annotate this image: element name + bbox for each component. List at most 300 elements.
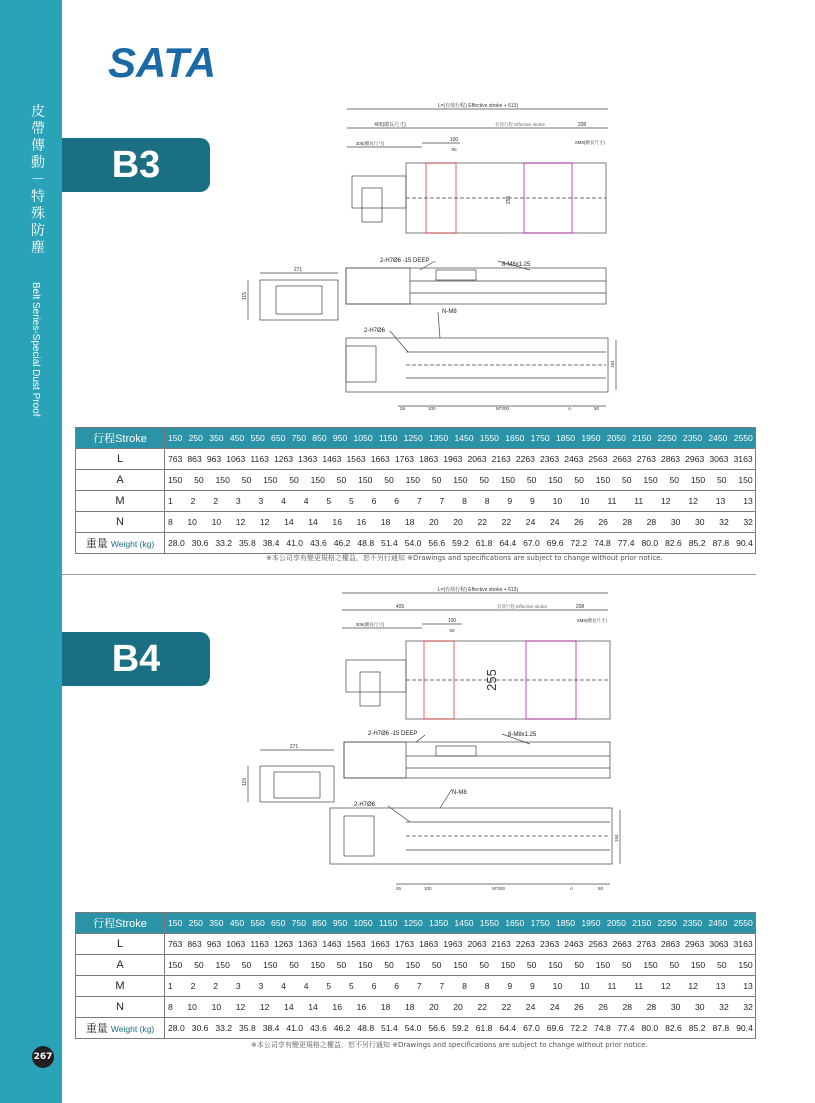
dim-top: L=(有效行程) Effective stroke + 613) — [437, 103, 519, 109]
table-cell: 350 — [209, 918, 224, 928]
table-cell: 1563 — [346, 939, 366, 949]
table-cell: 33.2 — [215, 1023, 233, 1033]
table-cell: 38.4 — [262, 1023, 280, 1033]
table-cell: 50 — [669, 960, 680, 970]
table-cell: 550 — [250, 433, 265, 443]
table-row-weight — [76, 533, 756, 554]
table-row-weight — [76, 1018, 756, 1039]
dim-top: L=(有效行程) Effective stroke + 613) — [437, 587, 519, 593]
table-cell: 16 — [332, 517, 342, 527]
table-cell: 38.4 — [262, 538, 280, 548]
table-cell: 150 — [690, 960, 706, 970]
row-label-l: L — [76, 449, 165, 470]
table-cell: 10 — [187, 517, 197, 527]
table-cell: 30.6 — [191, 538, 209, 548]
weight-label-en: Weight (kg) — [110, 539, 155, 549]
table-cell: 85.2 — [688, 1023, 706, 1033]
dim-115: 115 — [242, 778, 248, 786]
l-values — [165, 939, 755, 949]
table-cell: 2063 — [467, 939, 487, 949]
table-cell: 22 — [501, 1002, 512, 1012]
weight-label-en: Weight (kg) — [110, 1024, 155, 1034]
n-values — [165, 1002, 755, 1012]
table-cell: 150 — [500, 475, 516, 485]
dim-405: 405 — [395, 604, 405, 610]
table-cell: 1663 — [370, 454, 390, 464]
label-h7: 2-H7Ø6 — [364, 328, 386, 334]
dim-184: 184 — [614, 834, 619, 842]
table-cell: 28 — [622, 1002, 633, 1012]
section-divider — [62, 574, 756, 575]
label-m8: 8-M8x1.25 — [502, 262, 531, 268]
table-cell: 1550 — [479, 918, 499, 928]
table-cell: 550 — [250, 918, 265, 928]
table-cell: 763 — [168, 454, 183, 464]
table-cell: 2363 — [540, 454, 560, 464]
table-cell: 67.0 — [523, 538, 540, 548]
table-cell: 50 — [479, 960, 489, 970]
table-cell: 7 — [416, 496, 422, 506]
table-cell: 150 — [595, 475, 611, 485]
table-cell: 9 — [530, 496, 535, 506]
table-cell: 150 — [168, 918, 183, 928]
dim-208: 208 — [575, 604, 585, 610]
dim-26: 26 — [396, 886, 402, 891]
table-row-n — [76, 512, 756, 533]
dim-bottom-100: 100 — [428, 406, 436, 411]
table-cell: 1850 — [555, 918, 576, 928]
table-cell: 14 — [308, 1002, 318, 1012]
table-cell: 2 — [213, 496, 219, 506]
table-row-m — [76, 976, 756, 997]
disclaimer-note-b3: ※本公司享有變更規格之權益，恕不另行通知 ※Drawings and specifications are subject to change without prior notice. — [266, 554, 663, 562]
table-cell: 59.2 — [452, 1023, 469, 1033]
table-cell: 82.6 — [665, 538, 682, 548]
table-row-stroke — [76, 428, 756, 449]
table-cell: 32 — [719, 1002, 729, 1012]
table-cell: 72.2 — [570, 1023, 588, 1033]
table-cell: 80.0 — [641, 538, 659, 548]
table-cell: 61.8 — [475, 1023, 493, 1033]
table-cell: 90.4 — [736, 1023, 753, 1033]
table-cell: 1063 — [226, 939, 246, 949]
row-label-n: N — [76, 512, 165, 533]
table-cell: 54.0 — [404, 1023, 422, 1033]
table-cell: 850 — [312, 918, 327, 928]
table-cell: 1950 — [581, 918, 601, 928]
table-cell: 150 — [168, 960, 183, 970]
table-cell: 10 — [187, 1002, 197, 1012]
table-cell: 10 — [580, 496, 590, 506]
table-cell: 1763 — [394, 454, 415, 464]
row-label-m: M — [76, 976, 165, 997]
table-cell: 11 — [607, 981, 617, 991]
table-cell: 9 — [507, 981, 513, 991]
table-cell: 6 — [371, 981, 377, 991]
table-cell: 50 — [289, 475, 299, 485]
table-row-n — [76, 997, 756, 1018]
table-row-l — [76, 449, 756, 470]
table-cell: 14 — [284, 517, 294, 527]
table-cell: 50 — [384, 960, 394, 970]
table-cell: 150 — [690, 475, 706, 485]
table-cell: 28.0 — [168, 1023, 185, 1033]
side-title-en: Belt Series-Special Dust Proof — [30, 282, 41, 417]
table-cell: 10 — [211, 1002, 222, 1012]
table-cell: 2663 — [612, 454, 632, 464]
table-cell: 4 — [281, 981, 286, 991]
weight-label-cn: 重量 — [85, 1023, 108, 1035]
row-label-n: N — [76, 997, 165, 1018]
dim-60: 60 — [449, 628, 455, 633]
table-cell: 1063 — [226, 454, 246, 464]
table-cell: 150 — [405, 960, 420, 970]
table-cell: 8 — [168, 1002, 173, 1012]
table-cell: 12 — [688, 981, 698, 991]
table-cell: 32 — [719, 517, 729, 527]
table-cell: 150 — [215, 475, 230, 485]
table-cell: 28.0 — [168, 538, 185, 548]
table-cell: 2163 — [491, 454, 511, 464]
dim-271: 271 — [289, 744, 299, 750]
table-cell: 50 — [336, 960, 347, 970]
table-cell: 46.2 — [333, 538, 351, 548]
table-cell: 50 — [431, 475, 442, 485]
table-cell: 28 — [646, 517, 657, 527]
table-cell: 18 — [380, 1002, 391, 1012]
dim-184: 184 — [610, 360, 615, 368]
table-cell: 1563 — [346, 454, 366, 464]
row-label-l: L — [76, 934, 165, 955]
stroke-values — [165, 918, 755, 928]
table-cell: 1163 — [250, 939, 269, 949]
n-values — [165, 517, 755, 527]
table-cell: 2350 — [682, 433, 703, 443]
table-cell: 30 — [670, 517, 681, 527]
table-cell: 1 — [168, 981, 173, 991]
table-cell: 69.6 — [546, 1023, 564, 1033]
table-cell: 2350 — [682, 918, 703, 928]
table-cell: 18 — [380, 517, 391, 527]
table-cell: 13 — [715, 981, 726, 991]
table-cell: 650 — [271, 433, 286, 443]
dim-305: 305(總長尺寸) — [355, 622, 385, 627]
table-cell: 2563 — [588, 939, 608, 949]
table-cell: 56.6 — [428, 1023, 446, 1033]
side-title-cn: 皮帶傳動－特殊防塵 — [31, 104, 45, 256]
technical-drawing-b4 — [240, 584, 630, 904]
table-cell: 12 — [259, 517, 270, 527]
label-n-m8: N-M8 — [452, 790, 467, 796]
table-cell: 1763 — [394, 939, 415, 949]
table-cell: 20 — [429, 517, 439, 527]
table-cell: 3163 — [733, 454, 753, 464]
table-cell: 30.6 — [191, 1023, 209, 1033]
table-cell: 150 — [310, 960, 325, 970]
table-cell: 1650 — [505, 433, 525, 443]
table-cell: 6 — [394, 981, 400, 991]
table-cell: 20 — [429, 1002, 439, 1012]
logo-text: SATA — [108, 40, 217, 80]
table-cell: 5 — [349, 496, 354, 506]
row-label-m: M — [76, 491, 165, 512]
table-cell: 1163 — [250, 454, 269, 464]
table-cell: 1350 — [429, 433, 449, 443]
table-cell: 69.6 — [546, 538, 564, 548]
table-cell: 150 — [738, 475, 753, 485]
table-cell: 2450 — [708, 433, 728, 443]
table-cell: 1963 — [443, 454, 463, 464]
table-cell: 16 — [332, 1002, 342, 1012]
row-label-weight — [76, 1018, 165, 1039]
technical-drawing-b3 — [240, 100, 630, 420]
table-cell: 50 — [526, 475, 537, 485]
dim-50: 50 — [594, 406, 600, 411]
table-cell: 26 — [598, 517, 608, 527]
table-cell: 1850 — [555, 433, 576, 443]
table-cell: 26 — [598, 1002, 608, 1012]
table-cell: 51.4 — [381, 538, 398, 548]
table-cell: 1250 — [403, 433, 423, 443]
table-cell: 750 — [291, 918, 306, 928]
table-cell: 150 — [643, 960, 658, 970]
table-cell: 50 — [717, 475, 727, 485]
table-cell: 963 — [206, 454, 222, 464]
table-cell: 14 — [284, 1002, 294, 1012]
table-cell: 54.0 — [404, 538, 422, 548]
table-cell: 24 — [549, 1002, 560, 1012]
model-tab-b3: B3 — [62, 138, 210, 192]
table-cell: 2163 — [491, 939, 511, 949]
table-cell: 1263 — [273, 454, 294, 464]
table-cell: 20 — [453, 1002, 463, 1012]
table-cell: 14 — [308, 517, 318, 527]
table-cell: 6 — [394, 496, 400, 506]
table-cell: 74.8 — [594, 1023, 611, 1033]
table-cell: 650 — [271, 918, 286, 928]
row-label-stroke: 行程Stroke — [76, 428, 165, 449]
dim-255: 255 — [506, 195, 512, 205]
table-row-a — [76, 955, 756, 976]
table-cell: 28 — [646, 1002, 657, 1012]
table-cell: 12 — [660, 496, 671, 506]
row-label-a: A — [76, 955, 165, 976]
table-cell: 863 — [187, 939, 202, 949]
label-h7: 2-H7Ø6 — [354, 802, 376, 808]
table-cell: 8 — [168, 517, 173, 527]
table-cell: 1550 — [479, 433, 499, 443]
table-cell: 1450 — [454, 918, 474, 928]
dim-8m8: 8M8(總長尺寸) — [575, 140, 605, 145]
dim-50: 50 — [598, 886, 604, 891]
table-cell: 450 — [229, 433, 245, 443]
table-cell: 950 — [332, 918, 348, 928]
table-cell: 150 — [738, 960, 753, 970]
table-cell: 74.8 — [594, 538, 611, 548]
table-cell: 2563 — [588, 454, 608, 464]
table-cell: 13 — [743, 981, 753, 991]
table-cell: 50 — [669, 475, 680, 485]
table-cell: 5 — [326, 981, 332, 991]
label-h7-deep: 2-H7Ø6 -15 DEEP — [380, 258, 430, 264]
table-cell: 3063 — [709, 939, 729, 949]
table-cell: 50 — [431, 960, 442, 970]
table-cell: 150 — [500, 960, 516, 970]
model-tab-b4: B4 — [62, 632, 210, 686]
table-cell: 150 — [310, 475, 325, 485]
table-cell: 2050 — [606, 918, 626, 928]
table-cell: 150 — [595, 960, 611, 970]
table-cell: 16 — [356, 517, 367, 527]
dim-100: 100 — [447, 618, 457, 624]
table-cell: 50 — [717, 960, 727, 970]
table-cell: 41.0 — [286, 538, 304, 548]
table-cell: 32 — [743, 1002, 753, 1012]
table-cell: 7 — [439, 981, 445, 991]
table-cell: 12 — [259, 1002, 270, 1012]
table-cell: 43.6 — [310, 1023, 327, 1033]
table-cell: 18 — [404, 517, 415, 527]
table-cell: 50 — [289, 960, 299, 970]
table-cell: 2550 — [733, 433, 753, 443]
table-cell: 51.4 — [381, 1023, 398, 1033]
table-cell: 1263 — [273, 939, 294, 949]
table-cell: 9 — [530, 981, 535, 991]
table-cell: 12 — [235, 517, 246, 527]
table-cell: 150 — [453, 475, 468, 485]
table-cell: 8 — [462, 496, 467, 506]
label-m8: 8-M8x1.25 — [508, 732, 537, 738]
table-cell: 1150 — [378, 918, 398, 928]
dim-bottom-100: 100 — [424, 886, 432, 891]
spec-table-b3 — [75, 427, 756, 554]
table-cell: 2263 — [515, 454, 535, 464]
table-cell: 1350 — [429, 918, 449, 928]
table-cell: 64.4 — [499, 538, 517, 548]
table-row-stroke — [76, 913, 756, 934]
table-cell: 2863 — [660, 454, 681, 464]
table-cell: 8 — [484, 496, 490, 506]
label-n-m8: N-M8 — [442, 309, 457, 315]
table-cell: 3 — [235, 496, 241, 506]
table-cell: 2363 — [540, 939, 560, 949]
table-cell: 950 — [332, 433, 348, 443]
table-cell: 2663 — [612, 939, 632, 949]
table-cell: 13 — [715, 496, 726, 506]
table-cell: 72.2 — [570, 538, 588, 548]
table-cell: 150 — [168, 475, 183, 485]
table-cell: 16 — [356, 1002, 367, 1012]
dim-a: A — [568, 406, 572, 411]
table-cell: 450 — [229, 918, 245, 928]
table-cell: 50 — [574, 475, 584, 485]
table-cell: 750 — [291, 433, 306, 443]
table-cell: 41.0 — [286, 1023, 304, 1033]
table-cell: 2 — [190, 496, 196, 506]
dim-60: 60 — [451, 147, 457, 152]
row-label-weight — [76, 533, 165, 554]
dim-271: 271 — [293, 267, 303, 273]
table-cell: 5 — [349, 981, 354, 991]
table-cell: 50 — [384, 475, 394, 485]
table-cell: 150 — [453, 960, 468, 970]
table-cell: 80.0 — [641, 1023, 659, 1033]
table-cell: 90.4 — [736, 538, 753, 548]
table-row-a — [76, 470, 756, 491]
table-cell: 2463 — [564, 939, 584, 949]
table-cell: 3163 — [733, 939, 753, 949]
table-cell: 2763 — [636, 454, 656, 464]
table-cell: 2 — [190, 981, 196, 991]
table-cell: 8 — [462, 981, 467, 991]
table-cell: 13 — [743, 496, 753, 506]
table-cell: 150 — [358, 475, 373, 485]
table-cell: 1150 — [378, 433, 398, 443]
table-cell: 2 — [213, 981, 219, 991]
table-cell: 35.8 — [239, 538, 256, 548]
table-cell: 30 — [670, 1002, 681, 1012]
table-cell: 50 — [574, 960, 584, 970]
drawing-b4 — [240, 584, 630, 904]
table-cell: 7 — [416, 981, 422, 991]
table-cell: 2963 — [685, 939, 705, 949]
spec-table-b4 — [75, 912, 756, 1039]
table-cell: 50 — [241, 475, 252, 485]
a-values — [165, 475, 755, 485]
table-cell: 4 — [303, 496, 309, 506]
table-cell: 67.0 — [523, 1023, 540, 1033]
dim-26: 26 — [400, 406, 406, 411]
stroke-values — [165, 433, 755, 443]
table-cell: 32 — [743, 517, 753, 527]
table-cell: 3 — [258, 496, 264, 506]
table-cell: 2963 — [685, 454, 705, 464]
table-cell: 50 — [621, 475, 632, 485]
sata-logo — [108, 40, 224, 84]
table-cell: 48.8 — [357, 538, 375, 548]
dim-100: 100 — [449, 137, 459, 143]
table-cell: 10 — [211, 517, 222, 527]
table-cell: 8 — [484, 981, 490, 991]
table-cell: 50 — [336, 475, 347, 485]
table-cell: 7 — [439, 496, 445, 506]
table-cell: 12 — [235, 1002, 246, 1012]
table-cell: 18 — [404, 1002, 415, 1012]
table-cell: 30 — [695, 1002, 705, 1012]
table-row-l — [76, 934, 756, 955]
m-values — [165, 496, 755, 506]
table-cell: 11 — [607, 496, 617, 506]
dim-305: 305(總長尺寸) — [355, 141, 385, 146]
table-cell: 150 — [643, 475, 658, 485]
label-h7-deep: 2-H7Ø6 -15 DEEP — [368, 731, 418, 737]
table-cell: 26 — [574, 1002, 584, 1012]
table-cell: 2863 — [660, 939, 681, 949]
table-cell: 3063 — [709, 454, 729, 464]
table-cell: 48.8 — [357, 1023, 375, 1033]
table-cell: 59.2 — [452, 538, 469, 548]
table-cell: 10 — [552, 496, 563, 506]
table-cell: 26 — [574, 517, 584, 527]
table-cell: 1050 — [353, 433, 373, 443]
table-cell: 3 — [235, 981, 241, 991]
table-cell: 2150 — [632, 433, 652, 443]
table-cell: 24 — [525, 1002, 536, 1012]
table-cell: 2050 — [606, 433, 626, 443]
table-cell: 1463 — [322, 454, 342, 464]
table-cell: 1663 — [370, 939, 390, 949]
table-cell: 2250 — [657, 918, 677, 928]
